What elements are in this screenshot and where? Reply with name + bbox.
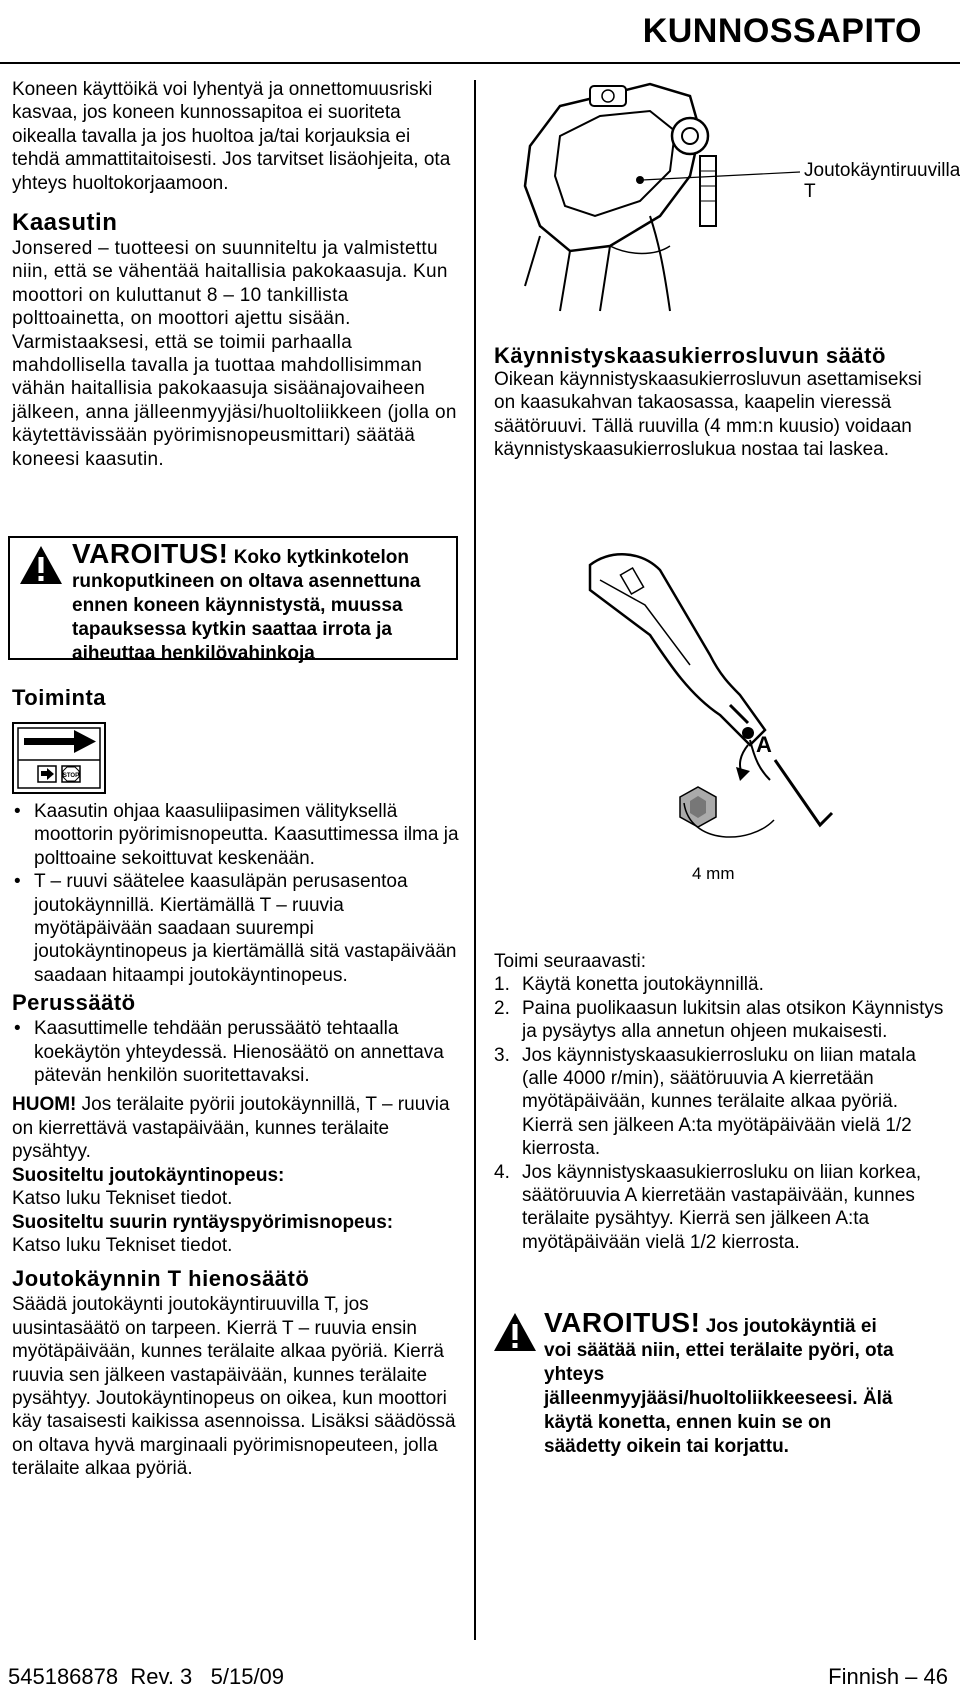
right-column-top (494, 343, 944, 462)
footer-page-number: Finnish – 46 (828, 1664, 948, 1689)
label-a: A (756, 732, 772, 757)
fig1-label: Joutokäyntiruuvilla T (804, 160, 960, 202)
throttle-handle-figure (570, 545, 840, 915)
fine-tune-paragraph: Säädä joutokäynti joutokäyntiruuvilla T, jos uusintasäätö on tarpeen. Kierrä T – ruuvia ensin myötäpäivään, kunnes terälaite alkaa pyöriä. Kierrä ruuvia sen jälkeen vastapäivään, kunnes terälaite pysähtyy. Joutokäyntinopeus on oikea, kun moottori käy tasaisesti kaikissa asennoissa. Lisäksi säädössä on oltava hyvä marginaali pyörimisnopeuteen, jolla terälaite alkaa pyöriä. (12, 1294, 456, 1480)
warning-triangle-icon (18, 544, 64, 586)
footer-doc-id: 545186878 Rev. 3 5/15/09 (8, 1664, 285, 1689)
idle-speed-label: Suositeltu joutokäyntinopeus: (12, 1164, 285, 1186)
kaasutin-paragraph: Jonsered – tuotteesi on suunniteltu ja valmistettu niin, että se vähentää haitallisia pakokaasuja. Kun moottori on kuluttanut 8 – 10 tankillista polttoainetta, on moottori ajettu sisään. Varmistaaksesi, että se toimii parhaalla mahdollisella tavalla ja tuottaa mahdollisimman vähän haitallisia pakokaasuja sisäänajovaiheen jälkeen, anna jälleenmyyjäsi/huoltoliikkeen (jolla on käytettävissään pyörimisnopeusmittari) säätää koneesi kaasutin. (12, 238, 457, 470)
warning-text-idle (544, 1307, 904, 1459)
column-divider (474, 80, 476, 1640)
carburetor-figure (500, 76, 800, 316)
warning-message: Koko kytkinkotelon runkoputkineen on oltava asennettuna ennen koneen käynnistystä, muussa tapauksessa kytkin saattaa irrota ja aiheuttaa henkilövahinkoja (72, 547, 421, 664)
warning-word: VAROITUS! (544, 1307, 701, 1338)
left-column (12, 78, 460, 471)
throttle-stop-icon (12, 722, 106, 794)
idle-speed-value: Katso luku Tekniset tiedot. (12, 1188, 233, 1210)
kaasutin-heading: Kaasutin (12, 209, 118, 237)
list-item: • Kaasuttimelle tehdään perussäätö tehtaalla koekäytön yhteydessä. Hienosäätö on annettava pätevän henkilön suoritettavaksi. (34, 1017, 460, 1087)
list-item: • T – ruuvi säätelee kaasuläpän perusasentoa joutokäynnillä. Kiertämällä T – ruuvia myötäpäivään saadaan suurempi joutokäyntinopeus ja kiertämällä sitä vastapäivään saadaan hitaampi joutokäyntinopeus. (34, 870, 460, 987)
huom-paragraph (12, 1093, 460, 1163)
start-speed-paragraph: Oikean käynnistyskaasukierrosluvun asettamiseksi on kaasukahvan takaosassa, kaapelin vieressä säätöruuvi. Tällä ruuvilla (4 mm:n kuusio) voidaan käynnistyskaasukierroslukua nostaa tai laskea. (494, 369, 922, 461)
warning-word: VAROITUS! (72, 538, 229, 569)
huom-label: HUOM! (12, 1094, 77, 1116)
huom-text: Jos terälaite pyörii joutokäynnillä, T – ruuvia on kierrettävä vastapäivään, kunnes terälaite pysähtyy. (12, 1094, 450, 1163)
warning-text-clutch (72, 538, 452, 666)
warning-box-idle (492, 1307, 912, 1461)
page-title: KUNNOSSAPITO (642, 12, 922, 50)
steps-list (494, 973, 944, 1254)
max-speed-label: Suositeltu suurin ryntäyspyörimisnopeus: (12, 1211, 394, 1233)
warning-box-clutch (8, 536, 458, 664)
list-item: 4. Jos käynnistyskaasukierrosluku on liian korkea, säätöruuvia A kierretään vastapäivään, kunnes terälaite pysähtyy. Kierrä sen jälkeen A:ta myötäpäivään vielä 1/2 kierrosta. (494, 1161, 922, 1253)
list-item: • Kaasutin ohjaa kaasuliipasimen välityksellä moottorin pyörimisnopeutta. Kaasuttimessa ilma ja polttoaine sekoittuvat keskenään. (34, 800, 460, 870)
toiminta-list (12, 800, 460, 987)
max-speed-value: Katso luku Tekniset tiedot. (12, 1234, 233, 1256)
header-rule (0, 62, 960, 64)
stop-label: STOP (62, 773, 80, 779)
warning-message: Jos joutokäyntiä ei voi säätää niin, ettei terälaite pyöri, ota yhteys jälleenmyyjääsi/huoltoliikkeeseesi. Älä käytä konetta, ennen kuin se on säädetty oikein tai korjattu. (544, 1316, 894, 1457)
left-column-lower (12, 800, 460, 1481)
warning-triangle-icon (492, 1311, 538, 1353)
perussaato-list (12, 1017, 460, 1087)
label-4mm: 4 mm (692, 864, 735, 883)
fine-tune-heading: Joutokäynnin T hienosäätö (12, 1266, 310, 1292)
steps-intro: Toimi seuraavasti: (494, 951, 647, 972)
list-item: 2. Paina puolikaasun lukitsin alas otsikon Käynnistys ja pysäytys alla annetun ohjeen mukaisesti. (494, 997, 944, 1043)
start-speed-heading: Käynnistyskaasukierrosluvun säätö (494, 343, 886, 368)
intro-paragraph: Koneen käyttöikä voi lyhentyä ja onnettomuusriski kasvaa, jos koneen kunnossapitoa ei suoriteta oikealla tavalla ja jos huoltoa ja/tai korjauksia ei tehdä ammattitaitoisesti. Jos tarvitset lisäohjeita, ota yhteys huoltokorjaamoon. (12, 79, 451, 194)
list-item: 3. Jos käynnistyskaasukierrosluku on liian matala (alle 4000 r/min), säätöruuvia A kierretään myötäpäivään, kunnes terälaite alkaa pyöriä. Kierrä sen jälkeen A:ta myötäpäivään vielä 1/2 kierrosta. (494, 1044, 916, 1160)
right-column-steps (494, 950, 944, 1254)
perussaato-heading: Perussäätö (12, 990, 136, 1016)
list-item: 1. Käytä konetta joutokäynnillä. (494, 974, 764, 996)
toiminta-heading: Toiminta (12, 685, 107, 710)
